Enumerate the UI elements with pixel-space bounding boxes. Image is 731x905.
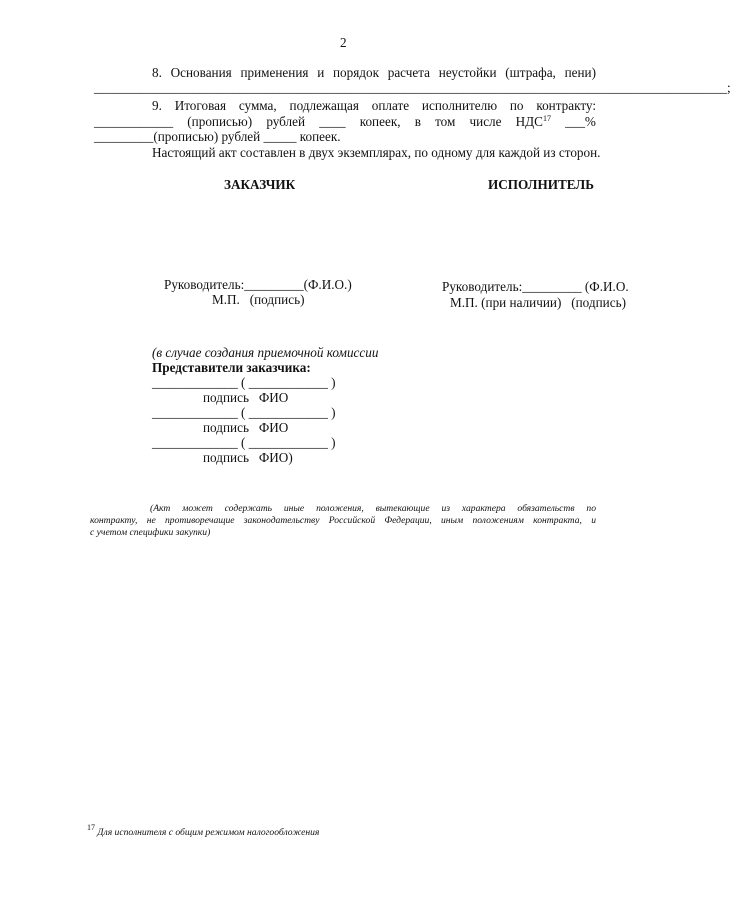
rubles-label: рублей bbox=[266, 114, 306, 129]
footnote bbox=[87, 823, 320, 839]
in-words-label: (прописью) bbox=[187, 114, 253, 129]
contractor-heading: ИСПОЛНИТЕЛЬ bbox=[488, 177, 594, 192]
sum-blank: ____________ bbox=[94, 114, 174, 129]
vat-text: НДС bbox=[515, 114, 543, 129]
footnote-text: Для исполнителя с общим режимом налогообложения bbox=[97, 827, 320, 838]
word-v: в bbox=[414, 114, 421, 129]
act-note-line-2: контракту, не противоречащие законодательству Российской Федерации, иным положениям контракта, и bbox=[90, 515, 596, 526]
representative-caption: подпись ФИО bbox=[203, 390, 289, 405]
contractor-head-line: Руководитель:_________ (Ф.И.О. bbox=[442, 279, 629, 294]
kopecks-blank: ____ bbox=[319, 114, 346, 129]
closing-sentence: Настоящий акт составлен в двух экземплярах, по одному для каждой из сторон. bbox=[152, 145, 601, 160]
vat-percent-blank: ___% bbox=[565, 114, 596, 129]
word-chisle: числе bbox=[469, 114, 502, 129]
word-tom: том bbox=[435, 114, 456, 129]
commission-note: (в случае создания приемочной комиссии bbox=[152, 345, 379, 360]
item-9-line-3: _________(прописью) рублей _____ копеек. bbox=[94, 129, 341, 144]
representative-signature-line: _____________ ( ____________ ) bbox=[152, 405, 336, 420]
footnote-ref: 17 bbox=[542, 114, 551, 123]
vat-label bbox=[516, 114, 551, 130]
customer-heading: ЗАКАЗЧИК bbox=[224, 177, 296, 192]
footnote-mark: 17 bbox=[87, 823, 95, 832]
item-8-blank-line: ________________________________________________________________________________________________; bbox=[94, 80, 731, 95]
customer-head-line: Руководитель:_________(Ф.И.О.) bbox=[164, 277, 352, 292]
representative-signature-line: _____________ ( ____________ ) bbox=[152, 435, 336, 450]
page-number: 2 bbox=[340, 35, 347, 50]
contractor-stamp-line: М.П. (при наличии) (подпись) bbox=[450, 295, 626, 310]
representative-signature-line: _____________ ( ____________ ) bbox=[152, 375, 336, 390]
act-note-line-3: с учетом специфики закупки) bbox=[90, 527, 211, 538]
customer-stamp-line: М.П. (подпись) bbox=[212, 292, 305, 307]
item-9-line-2 bbox=[94, 114, 596, 130]
item-8-text: 8. Основания применения и порядок расчета неустойки (штрафа, пени) bbox=[152, 65, 596, 80]
representative-caption: подпись ФИО bbox=[203, 420, 289, 435]
kopecks-label: копеек, bbox=[359, 114, 401, 129]
item-9-line-1: 9. Итоговая сумма, подлежащая оплате исполнителю по контракту: bbox=[152, 98, 596, 113]
act-note-line-1: (Акт может содержать иные положения, вытекающие из характера обязательств по bbox=[150, 503, 596, 514]
representative-caption: подпись ФИО) bbox=[203, 450, 293, 465]
commission-title: Представители заказчика: bbox=[152, 360, 311, 375]
